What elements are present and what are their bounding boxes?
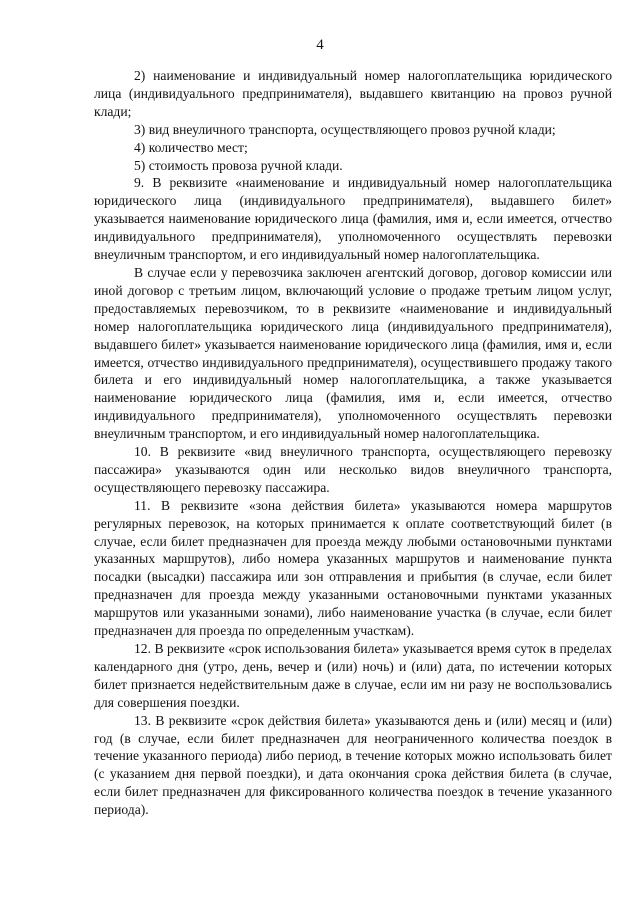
paragraph-13-validity-period: 13. В реквизите «срок действия билета» указываются день и (или) месяц и (или) год (в случае, если билет предназначен для неограниченного количества поездок в течение указанного периода) либо период, в течение которых можно использовать билет (с указанием дня первой поездки), и дата окончания срока действия билета (в случае, если билет предназначен для фиксированного количества поездок в течение указанного периода). [94,712,612,818]
paragraph-agency-contract: В случае если у перевозчика заключен агентский договор, договор комиссии или иной договор с третьим лицом, включающий условие о продаже третьим лицом услуг, предоставляемых перевозчиком, то в реквизите «наименование и индивидуальный номер налогоплательщика юридического лица (индивидуального предпринимателя), выдавшего билет» указывается наименование юридического лица (фамилия, имя и, если имеется, отчество индивидуального предпринимателя), осуществившего продажу такого билета и его индивидуальный номер налогоплательщика, а также указывается наименование юридического лица (фамилия, имя и, если имеется, отчество индивидуального предпринимателя), уполномоченного осуществлять перевозки внеуличным транспортом, и его индивидуальный номер налогоплательщика. [94,264,612,442]
paragraph-2-hand-luggage-issuer: 2) наименование и индивидуальный номер налогоплательщика юридического лица (индивидуального предпринимателя), выдавшего квитанцию на провоз ручной клади; [94,68,612,119]
page-number: 4 [316,37,324,53]
document-body [94,67,612,819]
paragraph-3-transport-type: 3) вид внеуличного транспорта, осуществляющего провоз ручной клади; [134,121,556,137]
paragraph-12-usage-period: 12. В реквизите «срок использования билета» указывается время суток в пределах календарного дня (утро, день, вечер и (или) ночь) и (или) дата, по истечении которых билет признается недействительным даже в случае, если им ни разу не воспользовались для совершения поездки. [94,641,612,710]
paragraph-9-ticket-issuer: 9. В реквизите «наименование и индивидуальный номер налогоплательщика юридического лица (индивидуального предпринимателя), выдавшего билет» указывается наименование юридического лица (фамилия, имя и, если имеется, отчество индивидуального предпринимателя), уполномоченного осуществлять перевозки внеуличным транспортом, и его индивидуальный номер налогоплательщика. [94,175,612,263]
paragraph-4-places-count: 4) количество мест; [134,139,248,155]
paragraph-5-luggage-cost: 5) стоимость провоза ручной клади. [134,157,343,173]
paragraph-11-ticket-zone: 11. В реквизите «зона действия билета» указываются номера маршрутов регулярных перевозок, на которых принимается к оплате соответствующий билет (в случае, если билет предназначен для проезда между любыми остановочными пунктами указанных маршрутов), либо номера указанных маршрутов и наименование пункта посадки (высадки) пассажира или зон отправления и прибытия (в случае, если билет предназначен для проезда между указанными остановочными пунктами указанных маршрутов или указанными зонами), либо наименование участка (в случае, если билет предназначен для проезда по определенным участкам). [94,497,612,639]
paragraph-10-transport-kind: 10. В реквизите «вид внеуличного транспорта, осуществляющего перевозку пассажира» указываются один или несколько видов внеуличного транспорта, осуществляющего перевозку пассажира. [94,444,612,495]
